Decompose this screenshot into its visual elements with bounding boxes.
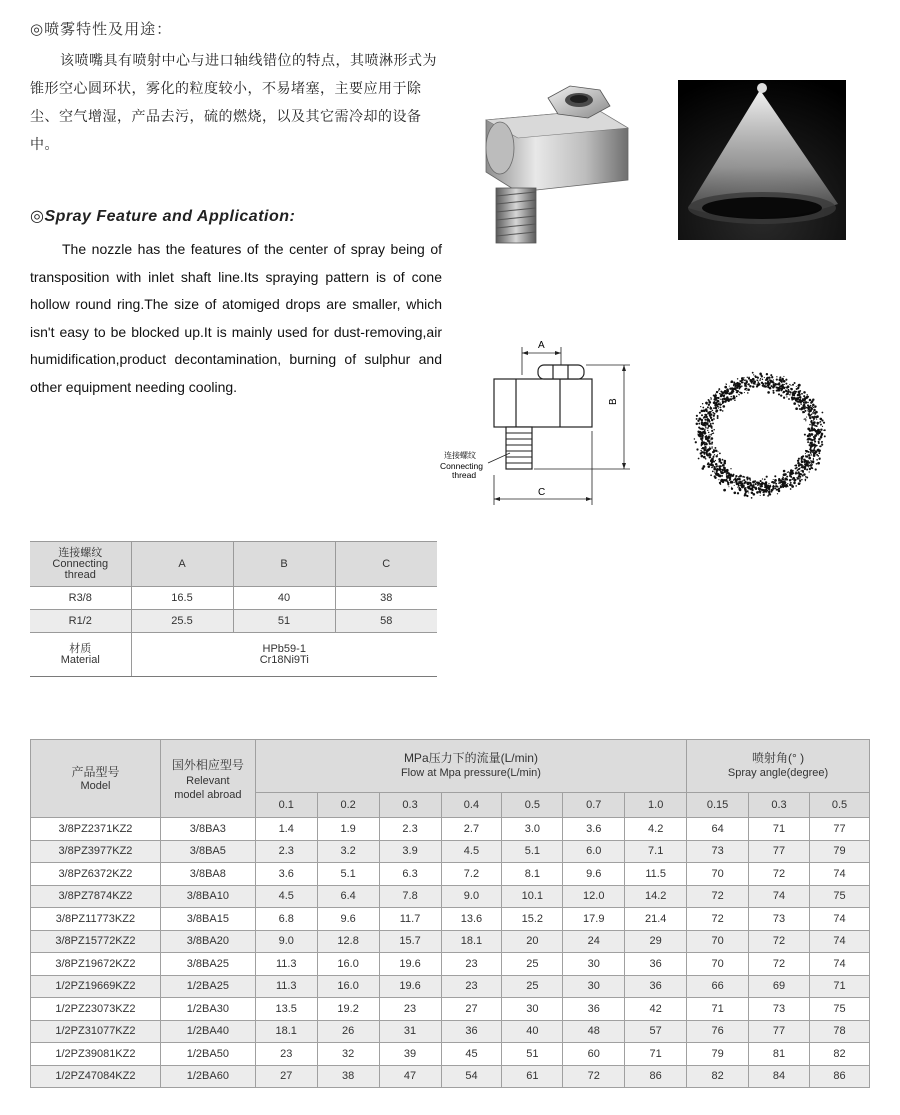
cell-c: 38 — [335, 587, 437, 610]
spray-cone-photo — [678, 80, 846, 240]
cell-angle: 75 — [809, 998, 869, 1021]
en-paragraph — [30, 236, 442, 401]
cell-angle: 79 — [809, 840, 869, 863]
cell-angle: 71 — [687, 998, 749, 1021]
cell-flow: 36 — [563, 998, 625, 1021]
cell-flow: 9.6 — [563, 863, 625, 886]
cell-flow: 51 — [502, 1043, 563, 1066]
cell-angle: 77 — [809, 818, 869, 841]
flow-row — [31, 863, 870, 886]
cell-abroad: 1/2BA30 — [160, 998, 255, 1021]
cell-flow: 13.5 — [255, 998, 317, 1021]
cell-model: 3/8PZ15772KZ2 — [31, 930, 161, 953]
cell-angle: 86 — [809, 1065, 869, 1088]
cell-angle: 66 — [687, 975, 749, 998]
material-value-2: Cr18Ni9Ti — [259, 653, 309, 666]
cell-flow: 15.7 — [379, 930, 441, 953]
header-thread-cn: 连接螺纹 — [58, 546, 103, 559]
flow-row — [31, 818, 870, 841]
cell-flow: 30 — [563, 953, 625, 976]
pressure-header: 0.4 — [441, 793, 502, 818]
cell-b: 51 — [233, 610, 335, 633]
dimension-drawing — [440, 335, 640, 515]
cell-angle: 71 — [749, 818, 810, 841]
cell-flow: 86 — [625, 1065, 687, 1088]
thread-label-en1: Connecting — [440, 461, 484, 471]
cell-flow: 5.1 — [502, 840, 563, 863]
cell-flow: 25 — [502, 953, 563, 976]
cell-flow: 47 — [379, 1065, 441, 1088]
cell-flow: 48 — [563, 1020, 625, 1043]
cell-flow: 27 — [255, 1065, 317, 1088]
cell-flow: 61 — [502, 1065, 563, 1088]
cell-angle: 77 — [749, 1020, 810, 1043]
cell-angle: 74 — [809, 953, 869, 976]
header-model — [31, 740, 161, 818]
material-value-1: HPb59-1 — [262, 642, 306, 655]
cell-flow: 19.2 — [317, 998, 379, 1021]
cell-abroad: 3/8BA3 — [160, 818, 255, 841]
cell-angle: 64 — [687, 818, 749, 841]
cell-flow: 31 — [379, 1020, 441, 1043]
pressure-header: 1.0 — [625, 793, 687, 818]
header-b: B — [233, 542, 335, 587]
cell-abroad: 3/8BA5 — [160, 840, 255, 863]
flow-row — [31, 953, 870, 976]
cell-flow: 27 — [441, 998, 502, 1021]
cell-flow: 1.4 — [255, 818, 317, 841]
header-flow-cn: MPa压力下的流量(L/min) — [403, 751, 538, 765]
cell-a: 16.5 — [131, 587, 233, 610]
spray-ring-pattern — [682, 360, 838, 510]
cell-angle: 78 — [809, 1020, 869, 1043]
cell-flow: 3.0 — [502, 818, 563, 841]
header-abroad-en1: Relevant — [186, 774, 230, 787]
cell-flow: 3.9 — [379, 840, 441, 863]
cell-flow: 18.1 — [255, 1020, 317, 1043]
cell-flow: 9.6 — [317, 908, 379, 931]
cell-flow: 2.3 — [379, 818, 441, 841]
cell-angle: 70 — [687, 930, 749, 953]
cell-angle: 71 — [809, 975, 869, 998]
cell-flow: 32 — [317, 1043, 379, 1066]
cell-flow: 9.0 — [441, 885, 502, 908]
cell-abroad: 3/8BA8 — [160, 863, 255, 886]
cell-flow: 3.6 — [255, 863, 317, 886]
cell-b: 40 — [233, 587, 335, 610]
cell-abroad: 3/8BA10 — [160, 885, 255, 908]
header-angle — [687, 740, 870, 793]
cell-angle: 73 — [749, 998, 810, 1021]
header-thread-en1: Connecting — [52, 557, 109, 570]
cell-flow: 36 — [625, 953, 687, 976]
cell-angle: 82 — [687, 1065, 749, 1088]
cell-angle: 70 — [687, 863, 749, 886]
cell-model: 3/8PZ2371KZ2 — [31, 818, 161, 841]
cell-angle: 76 — [687, 1020, 749, 1043]
cell-flow: 11.3 — [255, 975, 317, 998]
cell-a: 25.5 — [131, 610, 233, 633]
cell-flow: 5.1 — [317, 863, 379, 886]
pressure-header: 0.3 — [379, 793, 441, 818]
angle-pressure-header: 0.15 — [687, 793, 749, 818]
pressure-header: 0.7 — [563, 793, 625, 818]
cell-flow: 16.0 — [317, 975, 379, 998]
cell-model: 1/2PZ23073KZ2 — [31, 998, 161, 1021]
cell-abroad: 1/2BA50 — [160, 1043, 255, 1066]
cell-abroad: 3/8BA15 — [160, 908, 255, 931]
cell-flow: 3.2 — [317, 840, 379, 863]
material-label — [30, 633, 131, 677]
cn-paragraph-text: 该喷嘴具有喷射中心与进口轴线错位的特点，其喷淋形式为锥形空心圆环状，雾化的粒度较小，不易堵塞，主要应用于除尘、空气增湿，产品去污，硫的燃烧，以及其它需冷却的设备中。 — [30, 52, 437, 152]
cell-model: 3/8PZ3977KZ2 — [31, 840, 161, 863]
cell-angle: 72 — [749, 863, 810, 886]
cell-flow: 39 — [379, 1043, 441, 1066]
cell-flow: 14.2 — [625, 885, 687, 908]
cell-flow: 17.9 — [563, 908, 625, 931]
cell-flow: 18.1 — [441, 930, 502, 953]
cell-angle: 74 — [809, 908, 869, 931]
cell-angle: 84 — [749, 1065, 810, 1088]
header-abroad-cn: 国外相应型号 — [171, 757, 244, 772]
cell-angle: 73 — [687, 840, 749, 863]
cell-flow: 57 — [625, 1020, 687, 1043]
cn-heading: ◎喷雾特性及用途： — [30, 21, 173, 38]
cell-flow: 42 — [625, 998, 687, 1021]
dimension-table-header — [30, 542, 437, 587]
cell-angle: 69 — [749, 975, 810, 998]
flow-row — [31, 840, 870, 863]
header-model-cn: 产品型号 — [71, 764, 120, 779]
cell-flow: 54 — [441, 1065, 502, 1088]
cell-flow: 2.3 — [255, 840, 317, 863]
flow-row — [31, 1065, 870, 1088]
header-flow-en: Flow at Mpa pressure(L/min) — [400, 767, 541, 779]
flow-row — [31, 930, 870, 953]
header-abroad-en2: model abroad — [174, 788, 242, 801]
pressure-header: 0.1 — [255, 793, 317, 818]
cell-abroad: 1/2BA60 — [160, 1065, 255, 1088]
cell-flow: 8.1 — [502, 863, 563, 886]
cell-angle: 73 — [749, 908, 810, 931]
cell-model: 3/8PZ7874KZ2 — [31, 885, 161, 908]
cell-model: 1/2PZ31077KZ2 — [31, 1020, 161, 1043]
dimension-row — [30, 610, 437, 633]
cell-angle: 79 — [687, 1043, 749, 1066]
cell-angle: 70 — [687, 953, 749, 976]
cell-abroad: 1/2BA40 — [160, 1020, 255, 1043]
cell-angle: 74 — [749, 885, 810, 908]
cell-flow: 3.6 — [563, 818, 625, 841]
cell-flow: 6.3 — [379, 863, 441, 886]
pressure-header: 0.5 — [502, 793, 563, 818]
cell-flow: 19.6 — [379, 975, 441, 998]
cell-flow: 29 — [625, 930, 687, 953]
header-flow — [255, 740, 686, 793]
cell-angle: 81 — [749, 1043, 810, 1066]
cell-flow: 25 — [502, 975, 563, 998]
header-thread — [30, 542, 131, 587]
en-heading: ◎Spray Feature and Application: — [30, 208, 296, 225]
cell-model: 1/2PZ47084KZ2 — [31, 1065, 161, 1088]
flow-row — [31, 908, 870, 931]
cell-flow: 11.7 — [379, 908, 441, 931]
cell-angle: 72 — [749, 930, 810, 953]
material-row — [30, 633, 437, 677]
cell-abroad: 3/8BA25 — [160, 953, 255, 976]
material-label-cn: 材质 — [69, 642, 92, 655]
material-values — [131, 633, 437, 677]
cell-flow: 11.3 — [255, 953, 317, 976]
cell-angle: 77 — [749, 840, 810, 863]
dimension-table — [30, 541, 437, 677]
cell-flow: 13.6 — [441, 908, 502, 931]
cell-flow: 36 — [441, 1020, 502, 1043]
cell-flow: 7.1 — [625, 840, 687, 863]
cell-flow: 4.2 — [625, 818, 687, 841]
cell-flow: 6.0 — [563, 840, 625, 863]
header-c: C — [335, 542, 437, 587]
cell-flow: 7.2 — [441, 863, 502, 886]
cell-abroad: 1/2BA25 — [160, 975, 255, 998]
angle-pressure-header: 0.5 — [809, 793, 869, 818]
cell-flow: 38 — [317, 1065, 379, 1088]
flow-row — [31, 1020, 870, 1043]
header-thread-en2: thread — [64, 568, 96, 581]
flow-row — [31, 1043, 870, 1066]
dim-label-c: C — [538, 487, 546, 498]
angle-pressure-header: 0.3 — [749, 793, 810, 818]
cell-flow: 30 — [563, 975, 625, 998]
cell-model: 3/8PZ6372KZ2 — [31, 863, 161, 886]
cell-angle: 74 — [809, 863, 869, 886]
cell-model: 1/2PZ39081KZ2 — [31, 1043, 161, 1066]
dim-label-a: A — [538, 340, 545, 351]
cell-flow: 23 — [379, 998, 441, 1021]
cell-flow: 26 — [317, 1020, 379, 1043]
cell-flow: 71 — [625, 1043, 687, 1066]
thread-label-cn: 连接螺纹 — [444, 451, 476, 460]
cell-flow: 15.2 — [502, 908, 563, 931]
cell-flow: 4.5 — [441, 840, 502, 863]
header-model-en: Model — [80, 779, 111, 792]
flow-row — [31, 885, 870, 908]
flow-table — [30, 739, 870, 1088]
cell-flow: 1.9 — [317, 818, 379, 841]
cell-flow: 16.0 — [317, 953, 379, 976]
cell-flow: 11.5 — [625, 863, 687, 886]
cell-model: 1/2PZ19669KZ2 — [31, 975, 161, 998]
cell-angle: 72 — [687, 908, 749, 931]
cell-flow: 9.0 — [255, 930, 317, 953]
cell-flow: 30 — [502, 998, 563, 1021]
header-angle-en: Spray angle(degree) — [727, 767, 829, 779]
cell-flow: 12.8 — [317, 930, 379, 953]
cell-flow: 12.0 — [563, 885, 625, 908]
cell-flow: 2.7 — [441, 818, 502, 841]
thread-label-en2: thread — [452, 470, 477, 480]
cell-c: 58 — [335, 610, 437, 633]
cell-angle: 72 — [687, 885, 749, 908]
flow-row — [31, 998, 870, 1021]
cell-flow: 7.8 — [379, 885, 441, 908]
material-label-en: Material — [60, 653, 100, 666]
cell-model: 3/8PZ19672KZ2 — [31, 953, 161, 976]
cell-flow: 19.6 — [379, 953, 441, 976]
cell-flow: 10.1 — [502, 885, 563, 908]
cell-flow: 20 — [502, 930, 563, 953]
cell-thread: R1/2 — [30, 610, 131, 633]
en-paragraph-text: The nozzle has the features of the center of spray being of transposition with inlet shaft line.Its spraying pattern is of cone hollow round ring.The size of atomiged drops are smaller, which isn't easy to be blocked up.It is mainly used for dust-removing,air humidification,product decontamination, burning of sulphur and other equipment needing cooling. — [30, 241, 442, 395]
header-angle-cn: 喷射角(° ) — [751, 751, 805, 765]
cell-abroad: 3/8BA20 — [160, 930, 255, 953]
cn-paragraph — [30, 46, 442, 158]
cell-flow: 40 — [502, 1020, 563, 1043]
cell-flow: 45 — [441, 1043, 502, 1066]
cell-flow: 60 — [563, 1043, 625, 1066]
cell-angle: 82 — [809, 1043, 869, 1066]
pressure-header: 0.2 — [317, 793, 379, 818]
header-a: A — [131, 542, 233, 587]
header-abroad — [160, 740, 255, 818]
cell-model: 3/8PZ11773KZ2 — [31, 908, 161, 931]
cell-flow: 23 — [255, 1043, 317, 1066]
cell-angle: 75 — [809, 885, 869, 908]
cell-flow: 21.4 — [625, 908, 687, 931]
cell-flow: 4.5 — [255, 885, 317, 908]
dim-label-b: B — [608, 398, 619, 405]
cell-flow: 23 — [441, 953, 502, 976]
flow-table-body — [31, 818, 870, 1088]
cell-angle: 74 — [809, 930, 869, 953]
cell-flow: 24 — [563, 930, 625, 953]
cell-flow: 23 — [441, 975, 502, 998]
cell-thread: R3/8 — [30, 587, 131, 610]
cell-flow: 6.8 — [255, 908, 317, 931]
cell-flow: 72 — [563, 1065, 625, 1088]
cell-flow: 6.4 — [317, 885, 379, 908]
flow-table-header — [31, 740, 870, 793]
cell-flow: 36 — [625, 975, 687, 998]
flow-row — [31, 975, 870, 998]
dimension-row — [30, 587, 437, 610]
nozzle-photo — [478, 80, 638, 250]
cell-angle: 72 — [749, 953, 810, 976]
